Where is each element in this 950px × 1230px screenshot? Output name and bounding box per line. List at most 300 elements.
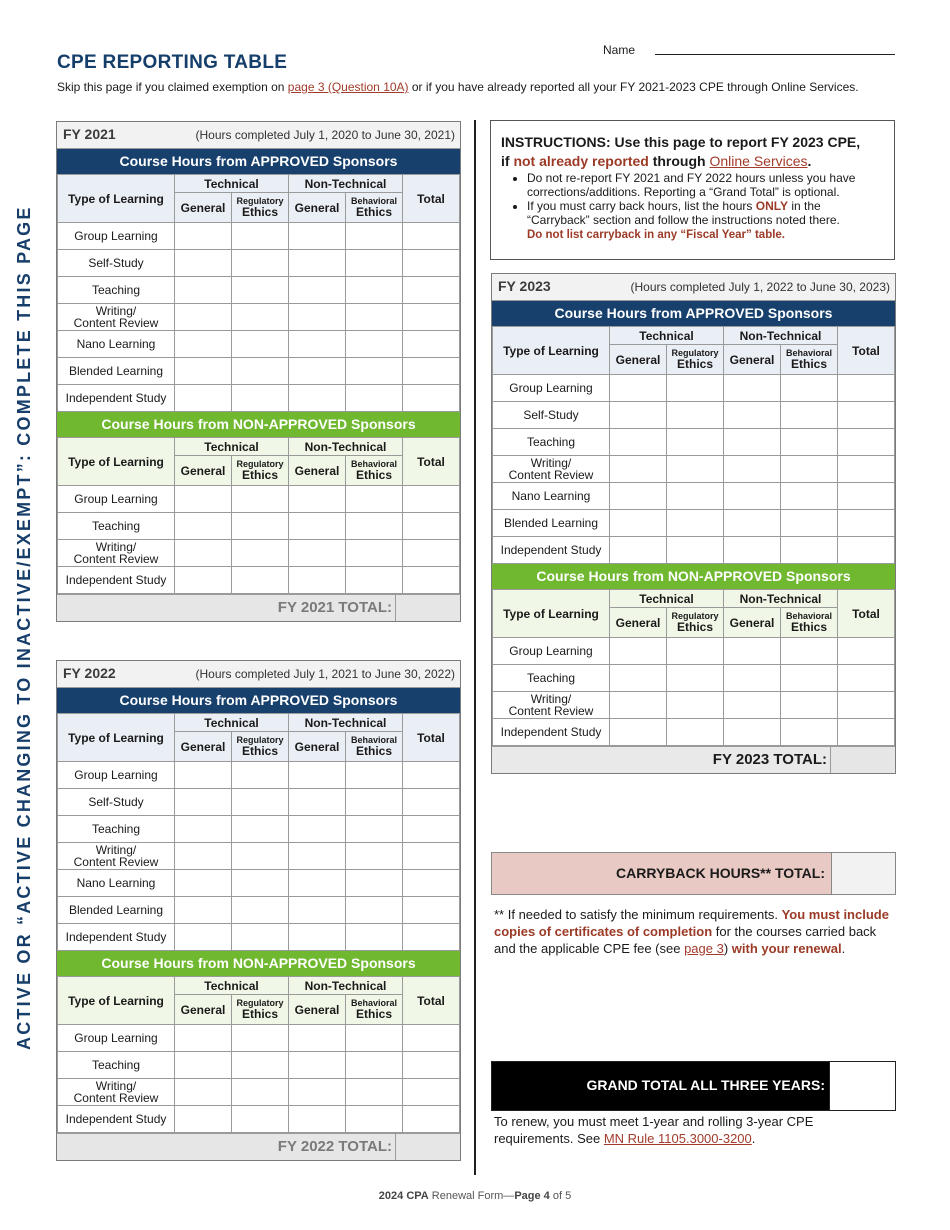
hours-input-cell[interactable] [289, 385, 346, 412]
hours-input-cell[interactable] [175, 924, 232, 951]
general-header: General [175, 193, 232, 223]
hours-input-cell[interactable] [346, 513, 403, 540]
page-title: CPE REPORTING TABLE [57, 52, 288, 73]
hours-input-cell[interactable] [232, 1106, 289, 1133]
row-label: Independent Study [65, 391, 167, 405]
table-row [493, 456, 895, 483]
row-label: Teaching [91, 822, 141, 836]
row-label: Teaching [526, 435, 576, 449]
hours-input-cell[interactable] [232, 870, 289, 897]
skip-text-pre: Skip this page if you claimed exemption on [57, 80, 288, 94]
total-header: Total [403, 977, 460, 1025]
table-row [58, 870, 460, 897]
hours-input-cell[interactable] [289, 223, 346, 250]
hours-input-cell[interactable] [724, 537, 781, 564]
hours-input-cell[interactable] [667, 429, 724, 456]
hours-input-cell[interactable] [403, 897, 460, 924]
hours-input-cell[interactable] [838, 638, 895, 665]
hours-input-cell[interactable] [346, 897, 403, 924]
hours-input-cell[interactable] [403, 250, 460, 277]
hours-input-cell[interactable] [175, 331, 232, 358]
non-technical-header: Non-Technical [289, 714, 403, 732]
regulatory-ethics-header: Regulatory Ethics [232, 995, 289, 1025]
hours-input-cell[interactable] [403, 1106, 460, 1133]
hours-input-cell[interactable] [403, 1025, 460, 1052]
hours-input-cell[interactable] [667, 638, 724, 665]
bullet2-warning: Do not list carryback in any “Fiscal Year” table. [527, 229, 786, 241]
general-header: General [724, 608, 781, 638]
hours-input-cell[interactable] [403, 385, 460, 412]
hours-input-cell[interactable] [403, 540, 460, 567]
hours-input-cell[interactable] [346, 567, 403, 594]
hours-input-cell[interactable] [346, 1052, 403, 1079]
bullet2-text-a: If you must carry back hours, list the hours [527, 199, 756, 213]
table-row [58, 358, 460, 385]
fy-label: FY 2023 [498, 278, 551, 294]
hours-input-cell[interactable] [403, 567, 460, 594]
hours-input-cell[interactable] [667, 537, 724, 564]
hours-input-cell[interactable] [667, 719, 724, 746]
hours-input-cell[interactable] [667, 456, 724, 483]
behavioral-ethics-header: Behavioral Ethics [346, 193, 403, 223]
hours-input-cell[interactable] [175, 358, 232, 385]
hours-input-cell[interactable] [346, 304, 403, 331]
table-row [493, 483, 895, 510]
hours-input-cell[interactable] [838, 402, 895, 429]
name-field[interactable] [655, 54, 895, 55]
hours-input-cell[interactable] [346, 1079, 403, 1106]
hours-input-cell[interactable] [838, 665, 895, 692]
row-label-line2: Content Review [73, 1091, 159, 1105]
hours-input-cell[interactable] [175, 1052, 232, 1079]
table-row [493, 375, 895, 402]
carryback-note-a: ** If needed to satisfy the minimum requirements. [494, 907, 782, 922]
hours-input-cell[interactable] [175, 816, 232, 843]
hours-input-cell[interactable] [232, 897, 289, 924]
row-label: Blended Learning [68, 364, 164, 378]
hours-input-cell[interactable] [838, 719, 895, 746]
table-row [58, 223, 460, 250]
general-header: General [175, 456, 232, 486]
hours-input-cell[interactable] [232, 789, 289, 816]
hours-input-cell[interactable] [724, 665, 781, 692]
hours-input-cell[interactable] [175, 897, 232, 924]
hours-input-cell[interactable] [289, 486, 346, 513]
hours-input-cell[interactable] [838, 692, 895, 719]
general-header: General [724, 345, 781, 375]
row-label: Writing/ [95, 843, 137, 857]
fy-total-label: FY 2022 TOTAL: [277, 1138, 392, 1155]
hours-input-cell[interactable] [724, 719, 781, 746]
hours-input-cell[interactable] [838, 375, 895, 402]
hours-input-cell[interactable] [289, 816, 346, 843]
hours-input-cell[interactable] [175, 1025, 232, 1052]
hours-input-cell[interactable] [724, 638, 781, 665]
carryback-page3-link[interactable]: page 3 [684, 941, 724, 956]
hours-input-cell[interactable] [667, 483, 724, 510]
table-row [58, 1025, 460, 1052]
hours-input-cell[interactable] [346, 331, 403, 358]
row-label: Group Learning [74, 492, 158, 506]
total-header: Total [838, 327, 895, 375]
renew-text: To renew, you must meet 1-year and rolling 3-year CPE requirements. See [494, 1114, 814, 1146]
hours-input-cell[interactable] [610, 537, 667, 564]
hours-input-cell[interactable] [403, 870, 460, 897]
hours-input-cell[interactable] [724, 692, 781, 719]
table-row [493, 719, 895, 746]
hours-input-cell[interactable] [289, 304, 346, 331]
table-row [58, 816, 460, 843]
hours-input-cell[interactable] [346, 486, 403, 513]
name-label: Name [603, 43, 636, 57]
hours-input-cell[interactable] [403, 277, 460, 304]
instructions-bullet-1: • Do not re-report FY 2021 and FY 2022 hours unless you have corrections/additions. Reporting a “Grand Total” is optional. [527, 171, 886, 199]
hours-input-cell[interactable] [289, 1052, 346, 1079]
hours-input-cell[interactable] [232, 924, 289, 951]
hours-input-cell[interactable] [232, 304, 289, 331]
row-label-line2: Content Review [508, 468, 594, 482]
hours-input-cell[interactable] [175, 540, 232, 567]
row-label: Teaching [91, 1058, 141, 1072]
skip-text-post: or if you have already reported all your FY 2021-2023 CPE through Online Services. [408, 80, 859, 94]
hours-input-cell[interactable] [289, 540, 346, 567]
hours-input-cell[interactable] [289, 358, 346, 385]
hours-input-cell[interactable] [781, 510, 838, 537]
hours-input-cell[interactable] [232, 1025, 289, 1052]
type-of-learning-header: Type of Learning [58, 438, 175, 486]
hours-input-cell[interactable] [781, 537, 838, 564]
hours-input-cell[interactable] [232, 843, 289, 870]
row-label: Blended Learning [503, 516, 599, 530]
hours-input-cell[interactable] [610, 429, 667, 456]
hours-input-cell[interactable] [232, 1079, 289, 1106]
table-row [58, 567, 460, 594]
hours-input-cell[interactable] [346, 762, 403, 789]
hours-input-cell[interactable] [346, 816, 403, 843]
fy-total-row [492, 746, 895, 773]
hours-input-cell[interactable] [289, 513, 346, 540]
fy-total-label: FY 2023 TOTAL: [712, 751, 827, 768]
hours-input-cell[interactable] [667, 402, 724, 429]
table-row [58, 1106, 460, 1133]
hours-input-cell[interactable] [232, 277, 289, 304]
table-row [58, 304, 460, 331]
hours-input-cell[interactable] [289, 331, 346, 358]
row-label-line2: Content Review [73, 855, 159, 869]
hours-input-cell[interactable] [781, 483, 838, 510]
regulatory-ethics-header: Regulatory Ethics [232, 193, 289, 223]
hours-input-cell[interactable] [346, 250, 403, 277]
hours-input-cell[interactable] [781, 692, 838, 719]
row-label: Group Learning [509, 381, 593, 395]
row-label: Nano Learning [511, 489, 591, 503]
hours-input-cell[interactable] [346, 870, 403, 897]
hours-input-cell[interactable] [838, 429, 895, 456]
hours-input-cell[interactable] [232, 816, 289, 843]
hours-input-cell[interactable] [838, 537, 895, 564]
fy2023-table [491, 273, 896, 774]
hours-input-cell[interactable] [667, 665, 724, 692]
hours-input-cell[interactable] [403, 304, 460, 331]
approved-hours-table [57, 174, 460, 412]
approved-sponsors-band: Course Hours from APPROVED Sponsors [492, 301, 895, 326]
type-of-learning-header: Type of Learning [58, 714, 175, 762]
hours-input-cell[interactable] [403, 789, 460, 816]
non-approved-sponsors-band: Course Hours from NON-APPROVED Sponsors [492, 564, 895, 589]
renew-period: . [751, 1131, 756, 1146]
hours-input-cell[interactable] [610, 665, 667, 692]
hours-input-cell[interactable] [289, 843, 346, 870]
footer-page-number: Page 4 [514, 1190, 550, 1202]
non-approved-sponsors-band: Course Hours from NON-APPROVED Sponsors [57, 412, 460, 437]
hours-input-cell[interactable] [724, 375, 781, 402]
renew-requirements [494, 1113, 894, 1147]
fy2021-table [56, 121, 461, 622]
hours-input-cell[interactable] [232, 358, 289, 385]
hours-input-cell[interactable] [781, 638, 838, 665]
hours-input-cell[interactable] [175, 843, 232, 870]
hours-input-cell[interactable] [175, 1079, 232, 1106]
fy-header [57, 122, 460, 149]
type-of-learning-header: Type of Learning [493, 590, 610, 638]
non-technical-header: Non-Technical [724, 590, 838, 608]
fy-total-input[interactable] [395, 595, 460, 621]
hours-input-cell[interactable] [289, 924, 346, 951]
hours-input-cell[interactable] [289, 870, 346, 897]
table-row [58, 513, 460, 540]
hours-input-cell[interactable] [346, 358, 403, 385]
hours-input-cell[interactable] [610, 692, 667, 719]
regulatory-ethics-header: Regulatory Ethics [667, 345, 724, 375]
general-header: General [610, 608, 667, 638]
hours-input-cell[interactable] [781, 429, 838, 456]
grand-total-input[interactable] [829, 1062, 895, 1110]
hours-input-cell[interactable] [724, 429, 781, 456]
hours-input-cell[interactable] [175, 870, 232, 897]
hours-input-cell[interactable] [289, 1106, 346, 1133]
hours-input-cell[interactable] [403, 816, 460, 843]
row-label-line2: Content Review [508, 704, 594, 718]
row-label: Independent Study [65, 1112, 167, 1126]
hours-input-cell[interactable] [610, 456, 667, 483]
fy-label: FY 2021 [63, 126, 116, 142]
carryback-note-d: ) [723, 941, 732, 956]
hours-input-cell[interactable] [346, 223, 403, 250]
hours-input-cell[interactable] [289, 277, 346, 304]
table-row [493, 429, 895, 456]
hours-input-cell[interactable] [781, 402, 838, 429]
hours-input-cell[interactable] [175, 762, 232, 789]
fy-date-range: (Hours completed July 1, 2020 to June 30, 2021) [195, 128, 455, 142]
row-label: Teaching [91, 519, 141, 533]
hours-input-cell[interactable] [346, 1025, 403, 1052]
hours-input-cell[interactable] [403, 331, 460, 358]
hours-input-cell[interactable] [232, 250, 289, 277]
hours-input-cell[interactable] [724, 402, 781, 429]
fy-total-input[interactable] [395, 1134, 460, 1160]
hours-input-cell[interactable] [724, 456, 781, 483]
hours-input-cell[interactable] [232, 1052, 289, 1079]
hours-input-cell[interactable] [403, 843, 460, 870]
row-label: Independent Study [500, 543, 602, 557]
instructions-box [490, 120, 895, 260]
page-footer [0, 1190, 950, 1202]
hours-input-cell[interactable] [610, 402, 667, 429]
hours-input-cell[interactable] [175, 385, 232, 412]
hours-input-cell[interactable] [175, 486, 232, 513]
hours-input-cell[interactable] [289, 1079, 346, 1106]
grand-total-label: GRAND TOTAL ALL THREE YEARS: [586, 1077, 825, 1093]
row-label: Independent Study [65, 930, 167, 944]
non-technical-header: Non-Technical [289, 977, 403, 995]
hours-input-cell[interactable] [289, 789, 346, 816]
hours-input-cell[interactable] [724, 510, 781, 537]
total-header: Total [403, 438, 460, 486]
row-label-line2: Content Review [73, 316, 159, 330]
bullet2-only: ONLY [755, 199, 788, 213]
instructions-heading-line1: INSTRUCTIONS: Use this page to report FY 2023 CPE, [501, 134, 861, 150]
hours-input-cell[interactable] [781, 665, 838, 692]
hours-input-cell[interactable] [667, 375, 724, 402]
hours-input-cell[interactable] [781, 456, 838, 483]
hours-input-cell[interactable] [232, 385, 289, 412]
hours-input-cell[interactable] [289, 762, 346, 789]
mn-rule-link[interactable]: MN Rule 1105.3000-3200 [603, 1131, 752, 1146]
hours-input-cell[interactable] [781, 719, 838, 746]
row-label: Writing/ [95, 1079, 137, 1093]
hours-input-cell[interactable] [346, 385, 403, 412]
hours-input-cell[interactable] [346, 1106, 403, 1133]
hours-input-cell[interactable] [232, 513, 289, 540]
technical-header: Technical [610, 327, 724, 345]
carryback-total-input[interactable] [831, 853, 895, 894]
hours-input-cell[interactable] [610, 719, 667, 746]
hours-input-cell[interactable] [232, 223, 289, 250]
hours-input-cell[interactable] [289, 567, 346, 594]
instructions-bullet-2 [527, 199, 886, 242]
hours-input-cell[interactable] [175, 277, 232, 304]
row-label: Self-Study [88, 795, 144, 809]
non-approved-sponsors-band: Course Hours from NON-APPROVED Sponsors [57, 951, 460, 976]
hours-input-cell[interactable] [175, 567, 232, 594]
hours-input-cell[interactable] [232, 567, 289, 594]
behavioral-ethics-header: Behavioral Ethics [346, 732, 403, 762]
row-label: Blended Learning [68, 903, 164, 917]
approved-hours-table [57, 713, 460, 951]
hours-input-cell[interactable] [838, 483, 895, 510]
hours-input-cell[interactable] [838, 510, 895, 537]
table-row [493, 537, 895, 564]
grand-total-row [491, 1061, 896, 1111]
table-row [493, 665, 895, 692]
hours-input-cell[interactable] [289, 1025, 346, 1052]
hours-input-cell[interactable] [175, 513, 232, 540]
general-header: General [289, 456, 346, 486]
hours-input-cell[interactable] [610, 375, 667, 402]
hours-input-cell[interactable] [610, 510, 667, 537]
regulatory-ethics-header: Regulatory Ethics [232, 732, 289, 762]
hours-input-cell[interactable] [781, 375, 838, 402]
carryback-note [494, 906, 894, 957]
fy-header [57, 661, 460, 688]
bullet2-text-c: in the “Carryback” section and follow the instructions noted there. [527, 199, 840, 227]
table-row [493, 510, 895, 537]
hours-input-cell[interactable] [232, 762, 289, 789]
instructions-heading [501, 133, 891, 171]
behavioral-ethics-header: Behavioral Ethics [346, 995, 403, 1025]
hours-input-cell[interactable] [667, 510, 724, 537]
table-row [58, 385, 460, 412]
hours-input-cell[interactable] [667, 692, 724, 719]
row-label: Independent Study [500, 725, 602, 739]
fy-total-label: FY 2021 TOTAL: [277, 599, 392, 616]
fy-total-input[interactable] [830, 747, 895, 773]
hours-input-cell[interactable] [403, 924, 460, 951]
hours-input-cell[interactable] [403, 223, 460, 250]
table-row [58, 789, 460, 816]
hours-input-cell[interactable] [403, 762, 460, 789]
hours-input-cell[interactable] [403, 1079, 460, 1106]
row-label: Independent Study [65, 573, 167, 587]
row-label: Self-Study [88, 256, 144, 270]
hours-input-cell[interactable] [289, 250, 346, 277]
hours-input-cell[interactable] [403, 1052, 460, 1079]
hours-input-cell[interactable] [175, 223, 232, 250]
hours-input-cell[interactable] [232, 486, 289, 513]
technical-header: Technical [175, 714, 289, 732]
row-label: Nano Learning [76, 876, 156, 890]
hours-input-cell[interactable] [610, 638, 667, 665]
total-header: Total [403, 175, 460, 223]
hours-input-cell[interactable] [232, 331, 289, 358]
hours-input-cell[interactable] [175, 1106, 232, 1133]
table-row [58, 1052, 460, 1079]
hours-input-cell[interactable] [346, 277, 403, 304]
side-vertical-label: ACTIVE OR “ACTIVE CHANGING TO INACTIVE/EXEMPT”: COMPLETE THIS PAGE [14, 205, 34, 1050]
technical-header: Technical [610, 590, 724, 608]
hours-input-cell[interactable] [403, 486, 460, 513]
hours-input-cell[interactable] [346, 924, 403, 951]
general-header: General [175, 995, 232, 1025]
general-header: General [289, 732, 346, 762]
hours-input-cell[interactable] [175, 304, 232, 331]
fy2022-table [56, 660, 461, 1161]
regulatory-ethics-header: Regulatory Ethics [667, 608, 724, 638]
hours-input-cell[interactable] [838, 456, 895, 483]
fy-header [492, 274, 895, 301]
general-header: General [289, 995, 346, 1025]
non-technical-header: Non-Technical [289, 438, 403, 456]
fy-total-row [57, 1133, 460, 1160]
hours-input-cell[interactable] [403, 513, 460, 540]
hours-input-cell[interactable] [346, 540, 403, 567]
carryback-note-c: for the courses carried back and the applicable CPE fee (see [494, 924, 877, 956]
page3-question10a-link[interactable]: page 3 (Question 10A) [287, 80, 409, 94]
hours-input-cell[interactable] [610, 483, 667, 510]
hours-input-cell[interactable] [346, 843, 403, 870]
hours-input-cell[interactable] [346, 789, 403, 816]
table-row [58, 540, 460, 567]
hours-input-cell[interactable] [232, 540, 289, 567]
hours-input-cell[interactable] [175, 250, 232, 277]
hours-input-cell[interactable] [175, 789, 232, 816]
online-services-link[interactable]: Online Services [709, 153, 808, 169]
hours-input-cell[interactable] [724, 483, 781, 510]
hours-input-cell[interactable] [403, 358, 460, 385]
footer-page-total: of 5 [549, 1190, 572, 1202]
table-row [58, 924, 460, 951]
hours-input-cell[interactable] [289, 897, 346, 924]
